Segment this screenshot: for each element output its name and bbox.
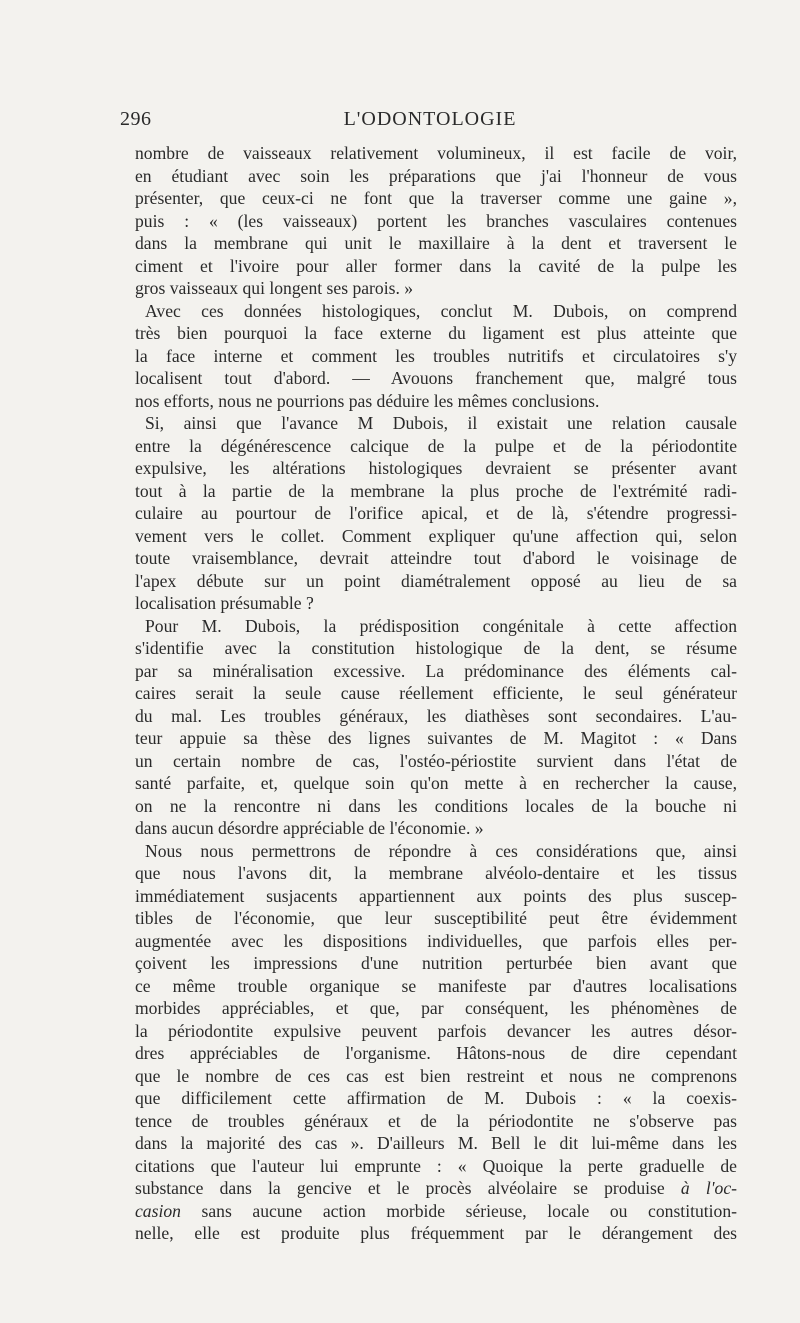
- body-text: [135, 142, 737, 1245]
- italic-fragment: casion: [135, 1200, 181, 1221]
- text-line: gros vaisseaux qui longent ses parois. »: [135, 278, 414, 298]
- text-line: ce même trouble organique se manifeste par d'autres localisations: [135, 975, 737, 996]
- text-line: que le nombre de ces cas est bien restreint et nous ne comprenons: [135, 1065, 737, 1086]
- text-line-with-italic: [135, 1177, 737, 1200]
- text-line: du mal. Les troubles généraux, les diathèses sont secondaires. L'au-: [135, 705, 737, 726]
- text-line: un certain nombre de cas, l'ostéo-périostite survient dans l'état de: [135, 750, 737, 771]
- text-line: caires serait la seule cause réellement efficiente, le seul générateur: [135, 683, 737, 703]
- text-line: la périodontite expulsive peuvent parfois devancer les autres désor-: [135, 1020, 737, 1041]
- text-line: très bien pourquoi la face externe du ligament est plus atteinte que: [135, 323, 737, 343]
- text-line: citations que l'auteur lui emprunte : « Quoique la perte graduelle de: [135, 1155, 737, 1176]
- text-line: l'apex débute sur un point diamétralement opposé au lieu de sa: [135, 570, 737, 591]
- text-line: augmentée avec les dispositions individuelles, que parfois elles per-: [135, 930, 737, 951]
- text-line: nelle, elle est produite plus fréquemment par le dérangement des: [135, 1223, 737, 1243]
- text-line-with-italic: [135, 1200, 737, 1223]
- text-line: tout à la partie de la membrane la plus proche de l'extrémité radi-: [135, 480, 737, 501]
- text-line: vement vers le collet. Comment expliquer qu'une affection qui, selon: [135, 525, 737, 546]
- text-line: localisation présumable ?: [135, 593, 314, 613]
- text-line: Avec ces données histologiques, conclut M. Dubois, on comprend: [145, 300, 737, 321]
- running-title: L'ODONTOLOGIE: [343, 108, 517, 130]
- text-line: Si, ainsi que l'avance M Dubois, il existait une relation causale: [145, 413, 737, 433]
- text-line: Nous nous permettrons de répondre à ces considérations que, ainsi: [145, 840, 737, 861]
- text-line: nombre de vaisseaux relativement volumineux, il est facile de voir,: [135, 143, 737, 163]
- text-line: immédiatement susjacents appartiennent aux points des plus suscep-: [135, 885, 737, 906]
- text-line: la face interne et comment les troubles nutritifs et circulatoires s'y: [135, 345, 737, 366]
- text-line: teur appuie sa thèse des lignes suivantes de M. Magitot : « Dans: [135, 728, 737, 748]
- text-line: ciment et l'ivoire pour aller former dans la cavité de la pulpe les: [135, 255, 737, 276]
- text-line: culaire au pourtour de l'orifice apical, et de là, s'étendre progressi-: [135, 503, 737, 523]
- text-line: çoivent les impressions d'une nutrition perturbée bien avant que: [135, 953, 737, 973]
- text-fragment: sans aucune action morbide sérieuse, locale ou constitution-: [201, 1200, 737, 1221]
- text-line: que difficilement cette affirmation de M. Dubois : « la coexis-: [135, 1088, 737, 1108]
- text-line: tence de troubles généraux et de la périodontite ne s'observe pas: [135, 1110, 737, 1131]
- text-line: en étudiant avec soin les préparations que j'ai l'honneur de vous: [135, 165, 737, 186]
- text-line: dans la majorité des cas ». D'ailleurs M. Bell le dit lui-même dans les: [135, 1133, 737, 1153]
- text-line: que nous l'avons dit, la membrane alvéolo-dentaire et les tissus: [135, 863, 737, 883]
- page-header: [120, 108, 740, 138]
- italic-fragment: à l'oc-: [680, 1178, 737, 1198]
- text-line: par sa minéralisation excessive. La prédominance des éléments cal-: [135, 660, 737, 681]
- text-line: localisent tout d'abord. — Avouons franchement que, malgré tous: [135, 368, 737, 388]
- text-line: puis : « (les vaisseaux) portent les branches vasculaires contenues: [135, 210, 737, 231]
- text-line: Pour M. Dubois, la prédisposition congénitale à cette affection: [145, 615, 737, 636]
- text-line: dans la membrane qui unit le maxillaire à la dent et traversent le: [135, 233, 737, 253]
- text-line: morbides appréciables, et que, par conséquent, les phénomènes de: [135, 998, 737, 1018]
- text-line: nos efforts, nous ne pourrions pas déduire les mêmes conclusions.: [135, 390, 600, 411]
- text-line: on ne la rencontre ni dans les conditions locales de la bouche ni: [135, 795, 737, 816]
- text-line: entre la dégénérescence calcique de la pulpe et de la périodontite: [135, 435, 737, 456]
- text-line: s'identifie avec la constitution histologique de la dent, se résume: [135, 638, 737, 658]
- text-line: expulsive, les altérations histologiques devraient se présenter avant: [135, 458, 737, 478]
- text-line: santé parfaite, et, quelque soin qu'on mette à en rechercher la cause,: [135, 773, 737, 793]
- text-line: toute vraisemblance, devrait atteindre tout d'abord le voisinage de: [135, 548, 737, 568]
- text-line: dans aucun désordre appréciable de l'économie. »: [135, 818, 484, 838]
- text-fragment: substance dans la gencive et le procès alvéolaire se produise: [135, 1178, 665, 1198]
- text-line: dres appréciables de l'organisme. Hâtons-nous de dire cependant: [135, 1043, 737, 1063]
- text-line: tibles de l'économie, que leur susceptibilité peut être évidemment: [135, 908, 737, 928]
- text-line: présenter, que ceux-ci ne font que la traverser comme une gaine »,: [135, 188, 737, 208]
- page-number: 296: [120, 108, 152, 130]
